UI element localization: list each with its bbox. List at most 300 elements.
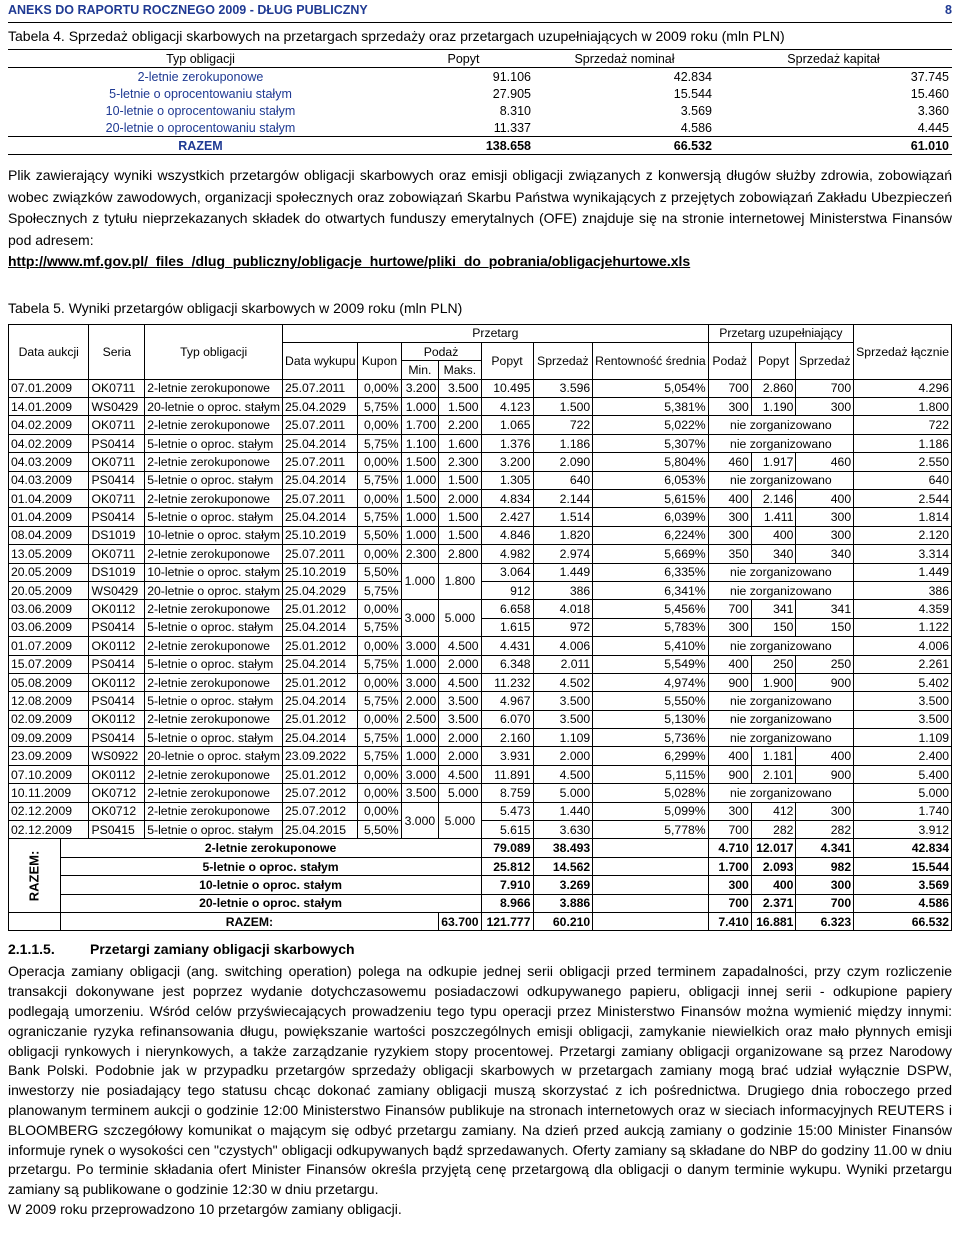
table-cell: 20-letnie o oproc. stałym [145, 581, 283, 599]
table-cell: 1.000 [401, 526, 439, 544]
table-row [9, 526, 952, 544]
table-cell: nie zorganizowano [708, 434, 854, 452]
table-cell: 2.144 [533, 490, 593, 508]
table-cell: 2-letnie zerokuponowe [145, 545, 283, 563]
table-cell: OK0712 [89, 784, 145, 802]
table-header-row [9, 324, 952, 342]
table-cell: 2-letnie zerokuponowe [145, 673, 283, 691]
table-cell: 3.200 [401, 379, 439, 397]
table-cell: 6,335% [593, 563, 708, 581]
table-cell: 5-letnie o oproc. stałym [145, 508, 283, 526]
table-header-row [8, 50, 952, 68]
table-cell: 250 [751, 655, 796, 673]
table-cell [593, 913, 708, 931]
table-cell: 460 [796, 453, 854, 471]
table-cell: 2-letnie zerokuponowe [145, 490, 283, 508]
table-cell: 10-letnie o oprocentowaniu stałym [105, 103, 296, 118]
table-cell: 2-letnie zerokuponowe [145, 802, 283, 820]
table-cell: 2-letnie zerokuponowe [145, 765, 283, 783]
table-cell: nie zorganizowano [708, 471, 854, 489]
table-cell: 07.01.2009 [9, 379, 89, 397]
table-cell: 5-letnie o oproc. stałym [145, 618, 283, 636]
table-cell: 5-letnie o oproc. stałym [145, 471, 283, 489]
table-cell: 25.04.2014 [283, 618, 358, 636]
table-cell: 300 [796, 876, 854, 894]
table-cell: 1.600 [439, 434, 481, 452]
table-cell: 4.359 [854, 600, 952, 618]
table-cell: 91.106 [492, 69, 531, 84]
table-cell: 3.000 [401, 673, 439, 691]
table-cell: 25.07.2011 [283, 416, 358, 434]
table-cell: 7.410 [708, 913, 751, 931]
table-cell: RAZEM [8, 137, 393, 155]
table-cell: 1.109 [854, 729, 952, 747]
table-cell: 3.931 [481, 747, 533, 765]
table-cell: 2.160 [481, 729, 533, 747]
table-cell: 350 [708, 545, 751, 563]
table-cell: 1.800 [439, 563, 481, 600]
table-cell: OK0711 [89, 490, 145, 508]
table-row [9, 747, 952, 765]
table-cell: 0,00% [358, 545, 401, 563]
table-cell: 04.02.2009 [9, 416, 89, 434]
table-cell: 5.473 [481, 802, 533, 820]
table-row [9, 600, 952, 618]
table-cell: 1.500 [439, 398, 481, 416]
table-cell: OK0112 [89, 637, 145, 655]
table-cell: WS0429 [89, 398, 145, 416]
summary-row [9, 876, 952, 894]
table-cell [593, 857, 708, 875]
table-cell: 8.310 [499, 103, 531, 118]
table-cell: 4.502 [533, 673, 593, 691]
table-row [9, 508, 952, 526]
table-cell: 5,615% [593, 490, 708, 508]
table-cell: 5,50% [358, 563, 401, 581]
table-cell: 700 [796, 379, 854, 397]
header-title: ANEKS DO RAPORTU ROCZNEGO 2009 - DŁUG PUBLICZNY [8, 3, 368, 17]
grand-total-row [9, 913, 952, 931]
table-cell: 0,00% [358, 490, 401, 508]
table-cell: 25.04.2014 [283, 434, 358, 452]
table-cell: 6.323 [796, 913, 854, 931]
table-cell: 04.03.2009 [9, 471, 89, 489]
table-row [8, 68, 952, 86]
table-cell: 4.846 [481, 526, 533, 544]
table-cell: 4.834 [481, 490, 533, 508]
table-cell: 6.658 [481, 600, 533, 618]
table-cell: 1.000 [401, 747, 439, 765]
table-cell: 1.800 [854, 398, 952, 416]
table-row [9, 379, 952, 397]
table-cell: 25.01.2012 [283, 673, 358, 691]
table-cell: 3.200 [481, 453, 533, 471]
table-cell: 02.09.2009 [9, 710, 89, 728]
table-cell: 4.341 [796, 839, 854, 857]
table-cell: 300 [796, 398, 854, 416]
table-cell: 1.000 [401, 563, 439, 600]
table-cell: 79.089 [481, 839, 533, 857]
table-cell: 3.500 [401, 784, 439, 802]
table-cell: 25.07.2012 [283, 784, 358, 802]
table-cell: 1.900 [751, 673, 796, 691]
paragraph-results-file [8, 165, 952, 273]
table-cell: 5,75% [358, 692, 401, 710]
table-cell: 4,974% [593, 673, 708, 691]
table-cell: 04.03.2009 [9, 453, 89, 471]
table-cell: 460 [708, 453, 751, 471]
table-cell: 04.02.2009 [9, 434, 89, 452]
table-row [9, 729, 952, 747]
table-cell: 5,783% [593, 618, 708, 636]
summary-row [9, 857, 952, 875]
table-cell: nie zorganizowano [708, 710, 854, 728]
table-cell: 11.891 [481, 765, 533, 783]
xls-link[interactable]: http://www.mf.gov.pl/_files_/dlug_publiczny/obligacje_hurtowe/pliki_do_pobrania/obligacjehurtowe.xls [8, 253, 691, 269]
table-cell: 23.09.2009 [9, 747, 89, 765]
table-cell: 15.07.2009 [9, 655, 89, 673]
table-cell: 2.093 [751, 857, 796, 875]
table-cell: 66.532 [854, 913, 952, 931]
table-cell: 12.08.2009 [9, 692, 89, 710]
table-cell: OK0711 [89, 453, 145, 471]
table-cell: 1.500 [401, 490, 439, 508]
table-cell: 1.181 [751, 747, 796, 765]
table-cell: 300 [796, 508, 854, 526]
table-cell: 300 [796, 526, 854, 544]
table-cell: 1.500 [533, 398, 593, 416]
table-cell: 5-letnie o oproc. stałym [145, 655, 283, 673]
table-cell: 3.000 [401, 600, 439, 637]
table-cell: 700 [796, 894, 854, 912]
table-cell: 2-letnie zerokuponowe [145, 416, 283, 434]
table-cell: Sprzedaż nominał [534, 50, 715, 68]
table-cell: RAZEM: [60, 913, 439, 931]
table-cell: Kupon [358, 342, 401, 379]
table-cell: 2.000 [439, 747, 481, 765]
table-cell: 3.886 [533, 894, 593, 912]
table-cell: 8.759 [481, 784, 533, 802]
table-cell: 4.445 [917, 120, 949, 135]
table-cell: 3.500 [439, 692, 481, 710]
table-cell: 341 [751, 600, 796, 618]
table-cell: 0,00% [358, 765, 401, 783]
table-cell: 5,75% [358, 618, 401, 636]
table-cell: 282 [751, 821, 796, 839]
table-cell: PS0414 [89, 618, 145, 636]
table-cell: DS1019 [89, 526, 145, 544]
document-page [8, 0, 952, 1220]
table-cell: 38.493 [533, 839, 593, 857]
table-cell: 2.000 [401, 692, 439, 710]
table-cell: nie zorganizowano [708, 563, 854, 581]
table-cell: 0,00% [358, 710, 401, 728]
table-cell: 1.122 [854, 618, 952, 636]
table-cell: 1.065 [481, 416, 533, 434]
table-cell: 412 [751, 802, 796, 820]
table-cell: Podaż [401, 342, 481, 360]
section-paragraph-last: W 2009 roku przeprowadzono 10 przetargów zamiany obligacji. [8, 1200, 402, 1217]
table-cell: 08.04.2009 [9, 526, 89, 544]
table-cell: 1.449 [533, 563, 593, 581]
table-cell: 5,75% [358, 655, 401, 673]
table-cell: 5,130% [593, 710, 708, 728]
table-cell: 2-letnie zerokuponowe [145, 379, 283, 397]
table4-caption: Tabela 4. Sprzedaż obligacji skarbowych na przetargach sprzedaży oraz przetargach uzupełniających w 2009 roku (mln PLN) [8, 28, 785, 44]
table-cell: 300 [708, 876, 751, 894]
table-cell: 5,75% [358, 398, 401, 416]
table-cell: 3.569 [680, 103, 712, 118]
table-cell: 25.07.2011 [283, 545, 358, 563]
table-cell: 6,053% [593, 471, 708, 489]
table-cell: 1.615 [481, 618, 533, 636]
table-cell [9, 913, 61, 931]
table-cell: 20-letnie o oproc. stałym [60, 894, 481, 912]
table-cell: 2-letnie zerokuponowe [145, 600, 283, 618]
table-cell: 5.000 [439, 802, 481, 839]
table-cell: 5,804% [593, 453, 708, 471]
table-cell: 5,115% [593, 765, 708, 783]
table-cell: Rentowność średnia [593, 342, 708, 379]
table-cell: 400 [796, 490, 854, 508]
table-cell: 2.300 [401, 545, 439, 563]
table-cell: 400 [751, 876, 796, 894]
table-cell: 63.700 [439, 913, 481, 931]
table-cell: WS0922 [89, 747, 145, 765]
section-paragraph: Operacja zamiany obligacji (ang. switching operation) polega na odkupie jednej serii obligacji przed terminem zapadalności, przy czym rozliczenie transakcji dokonywane jest poprzez wydanie dotychczasowemu posiadaczowi odkupywanego papieru, obligacji innej serii - odkupione papiery podlegają umorzeniu. Wśród celów przyświecających prowadzeniu tego typu operacji przez Ministerstwo Finansów można wymienić między innymi: ograniczanie ryzyka refinansowania długu, powiększanie wartości poszczególnych emisji obligacji, zamykanie niewielkich oraz mało płynnych emisji obligacji rynkowych i nierynkowych, a także zarządzanie ryzykiem stopy procentowej. Przetargi zamiany obligacji organizowane są przez Narodowy Bank Polski. Podobnie jak w przypadku przetargów sprzedaży obligacji skarbowych w przetargach zamiany mogą brać udział wyłącznie DSPW, inwestorzy nie posiadający tego statusu chcąc dokonać zamiany obligacji muszą skorzystać z ich pośrednictwa. Drugiego dnia roboczego przed planowanym terminem aukcji o godzinie 12:00 Ministerstwo Finansów publikuje na stronach internetowych oraz w sieciach informacyjnych REUTERS i BLOOMBERG szczegółowy komunikat o mającym się odbyć przetargu zamiany. Na dzień przed aukcją zamiany o godzinie 15:00 Minister Finansów informuje rynek o wysokości cen "czystych" obligacji odkupywanych bądź sprzedawanych. Oferty zamiany są składane do NBP do godziny 11.00 w dniu przetargu. Po terminie składania ofert Minister Finansów określa przyjętą cenę przetargową dla obligacji o danym terminie wykupu. Wyniki przetargu zamiany są publikowane o godzinie 12:30 w dniu przetargu. [8, 963, 952, 1198]
table-cell: 2.860 [751, 379, 796, 397]
table-cell: 2.300 [439, 453, 481, 471]
table-cell: 25.10.2019 [283, 563, 358, 581]
table-cell: 4.500 [439, 637, 481, 655]
table-cell: 2.120 [854, 526, 952, 544]
table-cell: 5,736% [593, 729, 708, 747]
table-cell: 400 [708, 655, 751, 673]
table-cell: 7.910 [481, 876, 533, 894]
table-cell: 1.100 [401, 434, 439, 452]
table-cell: 5,054% [593, 379, 708, 397]
paragraph-text: Plik zawierający wyniki wszystkich przetargów obligacji skarbowych oraz emisji obligacji związanych z konwersją długów służby zdrowia, zobowiązań wobec związków zawodowych, organizacji społecznych oraz zobowiązań Skarbu Państwa wynikających z przejętych zobowiązań Zakładu Ubezpieczeń Społecznych z tytułu nieprzekazanych składek do otwartych funduszy emerytalnych (OFE) znajduje się na stronie internetowej Ministerstwa Finansów pod adresem: [8, 167, 952, 248]
table-cell: 5,669% [593, 545, 708, 563]
table-row [8, 119, 952, 137]
table-cell: 25.01.2012 [283, 637, 358, 655]
table-cell: 5,75% [358, 729, 401, 747]
table-cell: 150 [751, 618, 796, 636]
table-cell: 4.500 [533, 765, 593, 783]
table-cell: 5,778% [593, 821, 708, 839]
table-cell: 4.296 [854, 379, 952, 397]
table-cell: nie zorganizowano [708, 729, 854, 747]
table-cell: PS0414 [89, 692, 145, 710]
table-row [9, 453, 952, 471]
table-cell: 42.834 [854, 839, 952, 857]
table-cell: 5-letnie o oprocentowaniu stałym [109, 86, 292, 101]
table-cell: 2-letnie zerokuponowe [137, 69, 264, 84]
table-cell: 4.500 [439, 673, 481, 691]
table-cell: 3.360 [917, 103, 949, 118]
table-cell: 5,456% [593, 600, 708, 618]
table-cell: 2.261 [854, 655, 952, 673]
table-cell: 25.04.2029 [283, 398, 358, 416]
table-cell: 1.000 [401, 398, 439, 416]
table-cell: 900 [708, 673, 751, 691]
table-cell: 4.018 [533, 600, 593, 618]
table-cell: 2-letnie zerokuponowe [145, 453, 283, 471]
table-cell: 3.269 [533, 876, 593, 894]
table-cell: 5,549% [593, 655, 708, 673]
table-cell: 700 [708, 379, 751, 397]
table-cell: 3.500 [439, 379, 481, 397]
table-cell: Przetarg [283, 324, 709, 342]
table-cell: 6,224% [593, 526, 708, 544]
table-cell: 16.881 [751, 913, 796, 931]
table-row [9, 490, 952, 508]
table-cell: 1.814 [854, 508, 952, 526]
table-cell: 1.500 [439, 508, 481, 526]
table-cell: 25.10.2019 [283, 526, 358, 544]
table-row [9, 471, 952, 489]
table-cell: 25.04.2014 [283, 655, 358, 673]
table-cell: 341 [796, 600, 854, 618]
table-cell: Sprzedaż [796, 342, 854, 379]
table-cell: PS0414 [89, 471, 145, 489]
table-cell: 300 [708, 802, 751, 820]
table-cell: 6.348 [481, 655, 533, 673]
table-cell: 6,039% [593, 508, 708, 526]
table-cell: 2.200 [439, 416, 481, 434]
table-cell: 1.186 [533, 434, 593, 452]
table-row [9, 416, 952, 434]
table-cell: 1.305 [481, 471, 533, 489]
table-cell: nie zorganizowano [708, 637, 854, 655]
table-cell: 5,307% [593, 434, 708, 452]
table-cell: 3.630 [533, 821, 593, 839]
table-row [9, 673, 952, 691]
table-cell: 4.431 [481, 637, 533, 655]
table-cell: 5-letnie o oproc. stałym [145, 434, 283, 452]
table-cell: 66.532 [534, 137, 715, 155]
table-cell: 4.586 [854, 894, 952, 912]
table-cell: 09.09.2009 [9, 729, 89, 747]
table-cell: 0,00% [358, 802, 401, 820]
table-cell [593, 839, 708, 857]
table-cell: 3.500 [533, 710, 593, 728]
table-cell: 3.064 [481, 563, 533, 581]
table-cell: 121.777 [481, 913, 533, 931]
table-cell: 1.000 [401, 655, 439, 673]
table-cell: OK0112 [89, 673, 145, 691]
table4 [8, 49, 952, 155]
table-cell: 1.917 [751, 453, 796, 471]
table-cell: 3.000 [401, 802, 439, 839]
table-cell: 400 [751, 526, 796, 544]
table-cell: 5,550% [593, 692, 708, 710]
table-row [9, 637, 952, 655]
table-cell: 5,75% [358, 581, 401, 599]
table-cell: 10.495 [481, 379, 533, 397]
table-row [9, 784, 952, 802]
table-cell: 5,381% [593, 398, 708, 416]
table-cell: Popyt [393, 50, 534, 68]
table-row [8, 102, 952, 119]
table-cell: 5,75% [358, 471, 401, 489]
table-cell: 300 [708, 526, 751, 544]
table-cell: 25.04.2014 [283, 471, 358, 489]
page-number: 8 [945, 3, 952, 17]
table-cell: 1.109 [533, 729, 593, 747]
table-cell: 1.700 [708, 857, 751, 875]
table-cell: 2.011 [533, 655, 593, 673]
table-cell: 6,341% [593, 581, 708, 599]
table-cell: 5-letnie o oproc. stałym [60, 857, 481, 875]
table-cell: OK0711 [89, 545, 145, 563]
section-title: Przetargi zamiany obligacji skarbowych [90, 941, 355, 958]
table-cell: 0,00% [358, 453, 401, 471]
table-cell: 1.190 [751, 398, 796, 416]
table-cell: 3.000 [401, 637, 439, 655]
table-cell: 2.400 [854, 747, 952, 765]
table-cell: 900 [796, 673, 854, 691]
table-cell: 0,00% [358, 600, 401, 618]
table5 [8, 324, 952, 932]
table-cell: 25.07.2011 [283, 453, 358, 471]
table-row [9, 710, 952, 728]
table-total-row [8, 137, 952, 155]
table-row [9, 802, 952, 820]
table-cell: 42.834 [673, 69, 712, 84]
table-cell: 01.07.2009 [9, 637, 89, 655]
table5-caption: Tabela 5. Wyniki przetargów obligacji skarbowych w 2009 roku (mln PLN) [8, 299, 463, 316]
table-cell: 10-letnie o oproc. stałym [60, 876, 481, 894]
table-cell: 400 [708, 490, 751, 508]
table-cell: 900 [796, 765, 854, 783]
section-number: 2.1.1.5. [8, 941, 55, 958]
table-cell: 1.376 [481, 434, 533, 452]
table-cell: 25.07.2012 [283, 802, 358, 820]
table-cell: 5.400 [854, 765, 952, 783]
table-cell: 700 [708, 894, 751, 912]
table-cell: 02.12.2009 [9, 802, 89, 820]
table-cell: 2-letnie zerokuponowe [145, 710, 283, 728]
table-cell: 20.05.2009 [9, 581, 89, 599]
table-cell: 5.402 [854, 673, 952, 691]
table-cell: 27.905 [492, 86, 531, 101]
table-cell: PS0415 [89, 821, 145, 839]
table-cell: 0,00% [358, 673, 401, 691]
table-cell: 3.500 [854, 692, 952, 710]
page-header [8, 0, 952, 23]
table-cell: Seria [89, 324, 145, 379]
table-cell: 23.09.2022 [283, 747, 358, 765]
table-cell: 0,00% [358, 379, 401, 397]
table-cell: nie zorganizowano [708, 692, 854, 710]
table-cell: 2-letnie zerokuponowe [145, 784, 283, 802]
table-cell: 5,75% [358, 747, 401, 765]
table-cell: 25.812 [481, 857, 533, 875]
table-cell: 10-letnie o oproc. stałym [145, 526, 283, 544]
table-row [9, 563, 952, 581]
table-cell: 1.411 [751, 508, 796, 526]
table-cell: 722 [854, 416, 952, 434]
table-cell: 1.740 [854, 802, 952, 820]
table-cell: 2.000 [439, 729, 481, 747]
section-text [8, 962, 952, 1219]
table-row [9, 692, 952, 710]
table-cell: 01.04.2009 [9, 508, 89, 526]
table-cell: 2.550 [854, 453, 952, 471]
table-cell: 15.544 [673, 86, 712, 101]
table-cell: 1.000 [401, 508, 439, 526]
